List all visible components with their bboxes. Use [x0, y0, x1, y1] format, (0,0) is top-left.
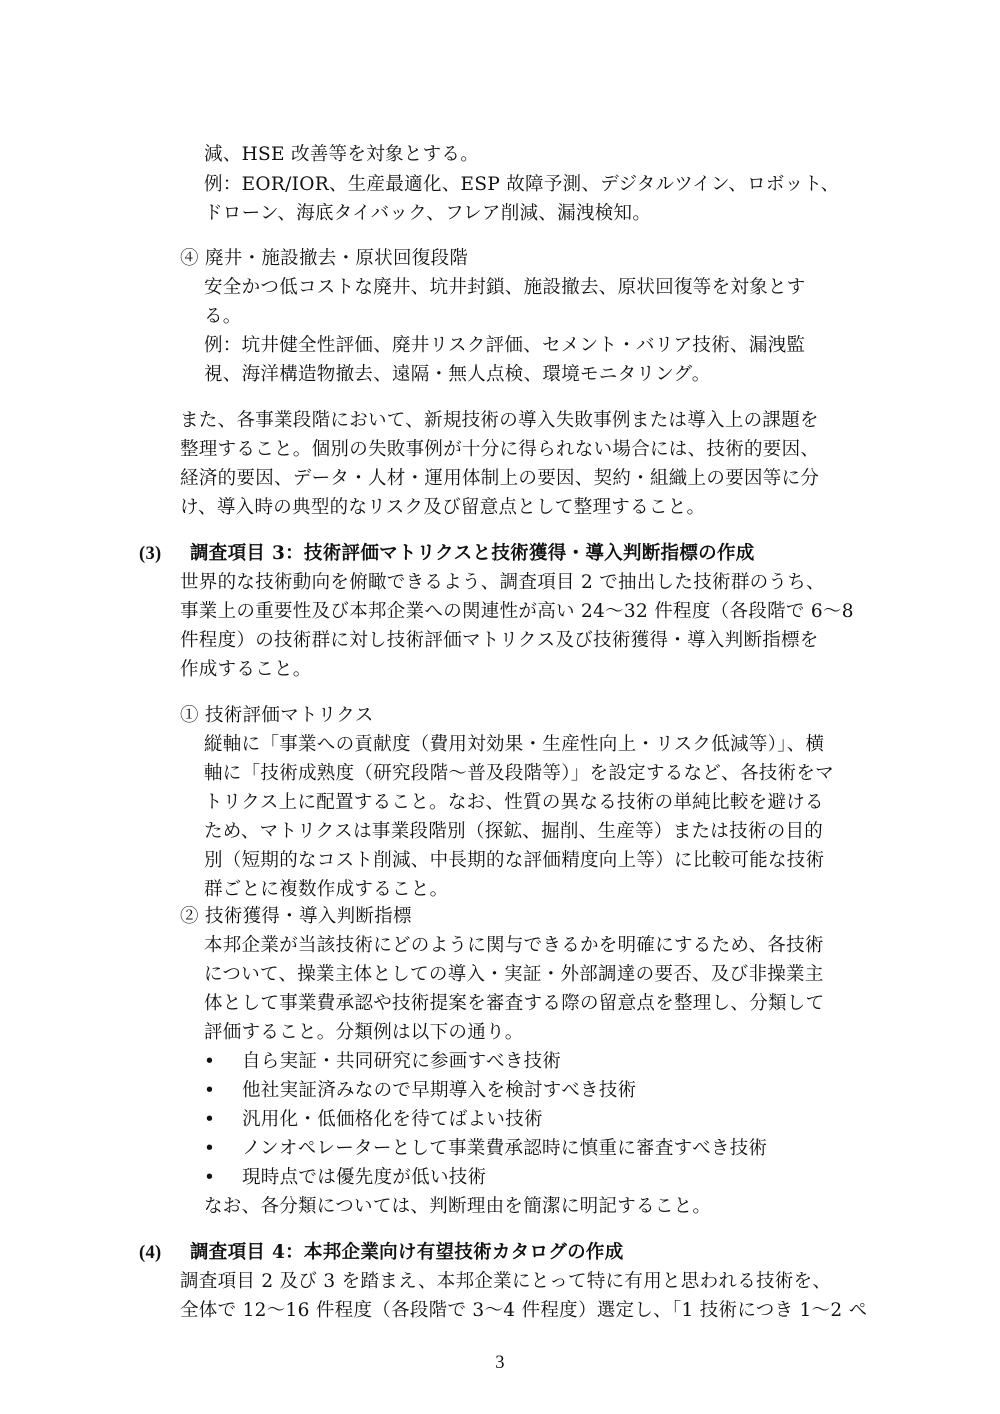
section-title: 調査項目 3：技術評価マトリクスと技術獲得・導入判断指標の作成: [190, 543, 755, 564]
item1-line: トリクス上に配置すること。なお、性質の異なる技術の単純比較を避ける: [204, 792, 824, 813]
section4-line: 調査項目 2 及び 3 を踏まえ、本邦企業にとって特に有用と思われる技術を、: [180, 1271, 832, 1292]
section3-line: 世界的な技術動向を俯瞰できるよう、調査項目 2 で抽出した技術群のうち、: [180, 572, 825, 593]
stage4-heading: ④ 廃井・施設撤去・原状回復段階: [180, 248, 469, 269]
bullet-item: ノンオペレーターとして事業費承認時に慎重に審査すべき技術: [242, 1138, 768, 1159]
stage4-line: 例：坑井健全性評価、廃井リスク評価、セメント・バリア技術、漏洩監: [204, 335, 806, 356]
bullet-item: 現時点では優先度が低い技術: [242, 1167, 487, 1188]
bullet-icon: •: [204, 1051, 216, 1072]
stage3-line: ドローン、海底タイバック、フレア削減、漏洩検知。: [204, 203, 652, 224]
item2-line: 評価すること。分類例は以下の通り。: [204, 1022, 524, 1043]
section-number: (4): [139, 1243, 162, 1263]
section-number: (3): [139, 544, 162, 564]
stage3-line: 例：EOR/IOR、生産最適化、ESP 故障予測、デジタルツイン、ロボット、: [204, 174, 840, 195]
failure-paragraph-line: また、各事業段階において、新規技術の導入失敗事例または導入上の課題を: [180, 410, 819, 431]
section3-line: 事業上の重要性及び本邦企業への関連性が高い 24〜32 件程度（各段階で 6〜8: [180, 601, 854, 622]
bullet-icon: •: [204, 1138, 216, 1159]
bullet-item: 他社実証済みなので早期導入を検討すべき技術: [242, 1080, 637, 1101]
item1-heading: ① 技術評価マトリクス: [180, 705, 374, 726]
failure-paragraph-line: 整理すること。個別の失敗事例が十分に得られない場合には、技術的要因、: [180, 439, 820, 460]
item1-line: 群ごとに複数作成すること。: [204, 879, 449, 900]
failure-paragraph-line: け、導入時の典型的なリスク及び留意点として整理すること。: [180, 497, 706, 518]
section3-line: 件程度）の技術群に対し技術評価マトリクス及び技術獲得・導入判断指標を: [180, 630, 819, 651]
page-number: 3: [495, 1353, 505, 1373]
item2-heading: ② 技術獲得・導入判断指標: [180, 906, 412, 927]
section3-line: 作成すること。: [180, 659, 312, 680]
stage4-line: 視、海洋構造物撤去、遠隔・無人点検、環境モニタリング。: [204, 364, 711, 385]
bullet-item: 汎用化・低価格化を待てばよい技術: [242, 1109, 543, 1130]
stage4-line: 安全かつ低コストな廃井、坑井封鎖、施設撤去、原状回復等を対象とす: [204, 277, 806, 298]
item1-line: 別（短期的なコスト削減、中長期的な評価精度向上等）に比較可能な技術: [204, 850, 825, 871]
item1-line: 縦軸に「事業への貢献度（費用対効果・生産性向上・リスク低減等）」、横: [204, 734, 825, 755]
item1-line: ため、マトリクスは事業段階別（探鉱、掘削、生産等）または技術の目的: [204, 821, 824, 842]
item2-line: 本邦企業が当該技術にどのように関与できるかを明確にするため、各技術: [204, 935, 824, 956]
bullet-item: 自ら実証・共同研究に参画すべき技術: [242, 1051, 562, 1072]
bullet-icon: •: [204, 1080, 216, 1101]
item2-closing: なお、各分類については、判断理由を簡潔に明記すること。: [204, 1196, 712, 1217]
bullet-icon: •: [204, 1109, 216, 1130]
section-title: 調査項目 4：本邦企業向け有望技術カタログの作成: [190, 1242, 624, 1263]
stage3-line: 減、HSE 改善等を対象とする。: [204, 144, 479, 165]
item2-line: について、操業主体としての導入・実証・外部調達の要否、及び非操業主: [204, 964, 824, 985]
item2-line: 体として事業費承認や技術提案を審査する際の留意点を整理し、分類して: [204, 993, 825, 1014]
failure-paragraph-line: 経済的要因、データ・人材・運用体制上の要因、契約・組織上の要因等に分: [180, 468, 820, 489]
item1-line: 軸に「技術成熟度（研究段階〜普及段階等）」を設定するなど、各技術をマ: [204, 763, 834, 784]
stage4-line: る。: [204, 306, 242, 327]
section4-line: 全体で 12〜16 件程度（各段階で 3〜4 件程度）選定し、「1 技術につき 1〜2 ペ: [180, 1300, 868, 1321]
bullet-icon: •: [204, 1167, 216, 1188]
